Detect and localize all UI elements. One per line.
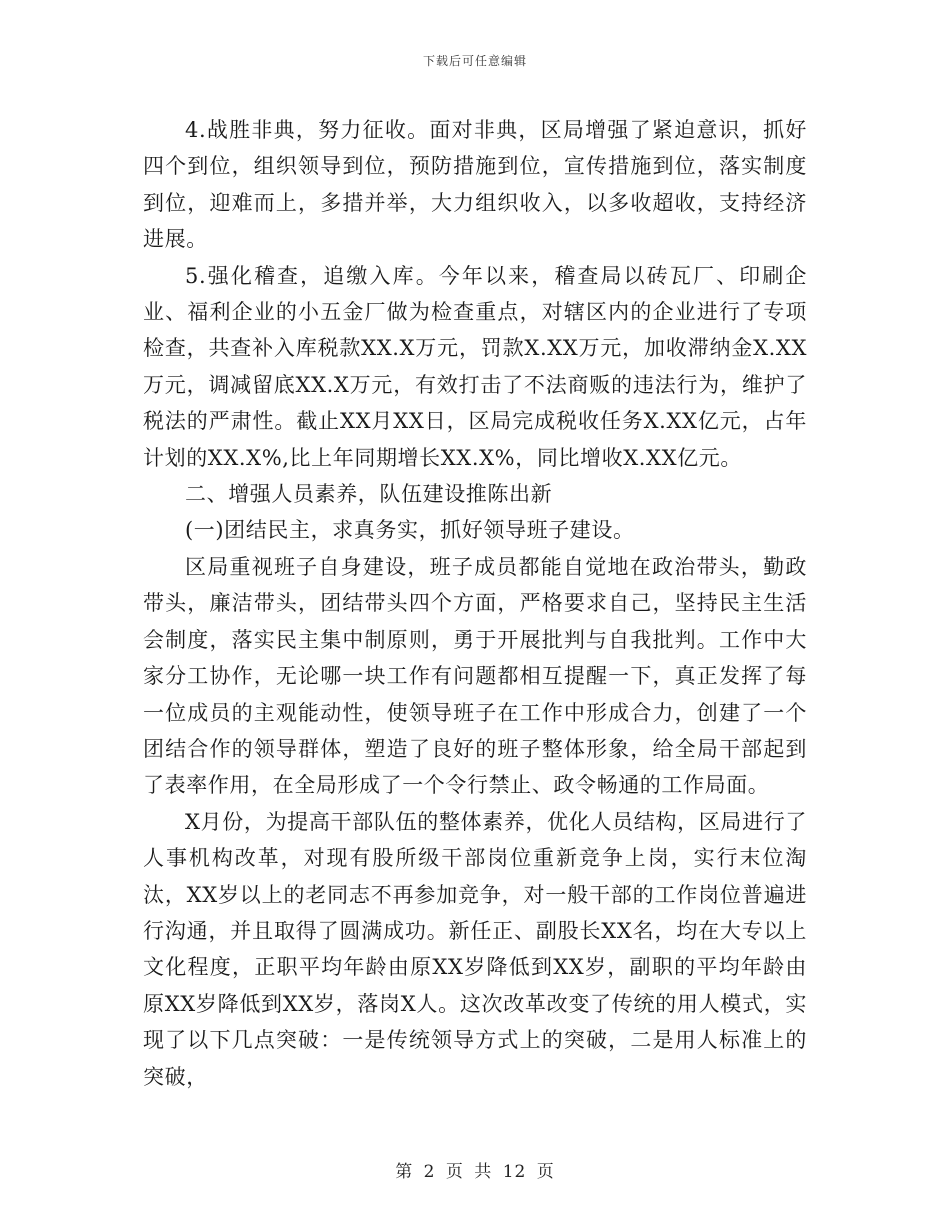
page-header: 下载后可任意编辑 [422, 54, 527, 68]
section-heading: 二、增强人员素养，队伍建设推陈出新 [185, 482, 553, 507]
page-footer: 第 2 页 共 12 页 [395, 1162, 555, 1182]
paragraph-4: X月份，为提高干部队伍的整体素养，优化人员结构，区局进行了人事机构改革，对现有股所级干部岗位重新竞争上岗，实行末位淘汰，XX岁以上的老同志不再参加竞争，对一般干部的工作岗位普遍进行沟通，并且取得了圆满成功。新任正、副股长XX名，均在大专以上文化程度，正职平均年龄由原XX岁降低到XX岁，副职的平均年龄由原XX岁降低到XX岁，落岗X人。这次改革改变了传统的用人模式，实现了以下几点突破：一是传统领导方式上的突破，二是用人标准上的突破， [143, 809, 807, 1089]
subsection-heading: (一)团结民主，求真务实，抓好领导班子建设。 [185, 518, 635, 543]
paragraph-1: 4.战胜非典，努力征收。面对非典，区局增强了紧迫意识，抓好四个到位，组织领导到位，预防措施到位，宣传措施到位，落实制度到位，迎难而上，多措并举，大力组织收入，以多收超收，支持经济进展。 [143, 118, 807, 252]
document-body [143, 112, 807, 1095]
paragraph-2: 5.强化稽查，追缴入库。今年以来，稽查局以砖瓦厂、印刷企业、福利企业的小五金厂做为检查重点，对辖区内的企业进行了专项检查，共查补入库税款XX.X万元，罚款X.XX万元，加收滞纳金X.XX万元，调减留底XX.X万元，有效打击了不法商贩的违法行为，维护了税法的严肃性。截止XX月XX日，区局完成税收任务X.XX亿元，占年计划的XX.X%,比上年同期增长XX.X%，同比增收X.XX亿元。 [143, 263, 807, 470]
paragraph-3: 区局重视班子自身建设，班子成员都能自觉地在政治带头，勤政带头，廉洁带头，团结带头四个方面，严格要求自己，坚持民主生活会制度，落实民主集中制原则，勇于开展批判与自我批判。工作中大家分工协作，无论哪一块工作有问题都相互提醒一下，真正发挥了每一位成员的主观能动性，使领导班子在工作中形成合力，创建了一个团结合作的领导群体，塑造了良好的班子整体形象，给全局干部起到了表率作用，在全局形成了一个令行禁止、政令畅通的工作局面。 [143, 554, 807, 798]
